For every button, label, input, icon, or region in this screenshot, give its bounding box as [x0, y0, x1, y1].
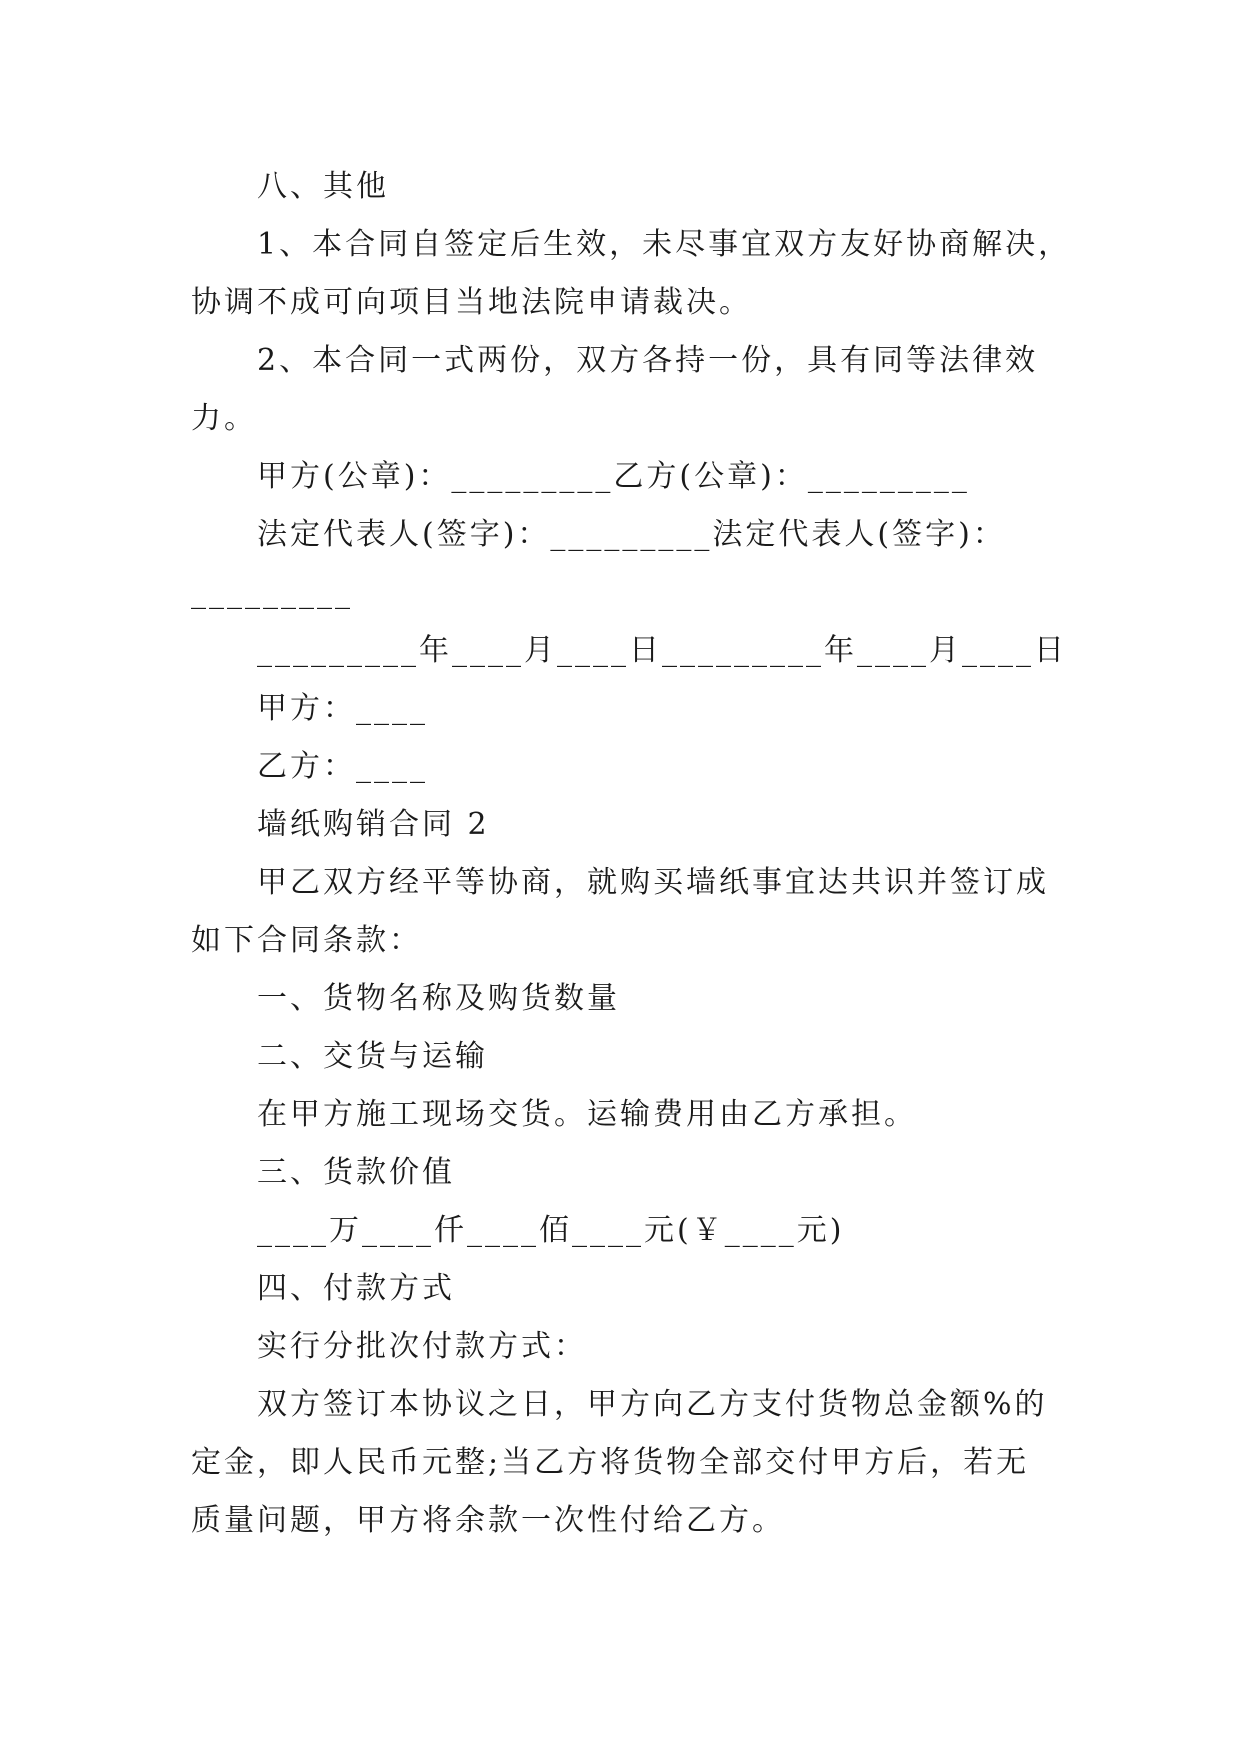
party-b-line: 乙方：____ — [257, 749, 428, 784]
section-heading-delivery: 二、交货与运输 — [257, 1039, 488, 1074]
clause-2-line-1: 2、本合同一式两份，双方各持一份，具有同等法律效 — [257, 343, 1039, 378]
signing-date-line: _________年____月____日_________年____月____日 — [257, 633, 1067, 668]
clause-2-line-2: 力。 — [191, 401, 257, 436]
document-body — [191, 158, 1071, 1550]
delivery-text: 在甲方施工现场交货。运输费用由乙方承担。 — [257, 1097, 917, 1132]
payment-detail-line-1: 双方签订本协议之日，甲方向乙方支付货物总金额%的 — [257, 1387, 1048, 1422]
clause-1-line-1: 1、本合同自签定后生效，未尽事宜双方友好协商解决， — [257, 227, 1072, 262]
party-seal-line: 甲方(公章)：_________乙方(公章)：_________ — [257, 459, 970, 494]
section-heading-payment: 四、付款方式 — [257, 1271, 455, 1306]
preamble-line-1: 甲乙双方经平等协商，就购买墙纸事宜达共识并签订成 — [257, 865, 1049, 900]
section-heading-price: 三、货款价值 — [257, 1155, 455, 1190]
section-heading-goods: 一、货物名称及购货数量 — [257, 981, 620, 1016]
contract-title-2: 墙纸购销合同 2 — [257, 807, 490, 842]
preamble-line-2: 如下合同条款： — [191, 923, 422, 958]
legal-representative-blank: _________ — [191, 575, 353, 610]
section-heading-other: 八、其他 — [257, 169, 389, 204]
payment-detail-line-3: 质量问题，甲方将余款一次性付给乙方。 — [191, 1503, 785, 1538]
price-amount-line: ____万____仟____佰____元(￥____元) — [257, 1213, 845, 1248]
party-a-line: 甲方：____ — [257, 691, 428, 726]
payment-method-line: 实行分批次付款方式： — [257, 1329, 587, 1364]
payment-detail-line-2: 定金，即人民币元整;当乙方将货物全部交付甲方后，若无 — [191, 1445, 1030, 1480]
legal-representative-line: 法定代表人(签字)：_________法定代表人(签字)： — [257, 517, 1006, 552]
clause-1-line-2: 协调不成可向项目当地法院申请裁决。 — [191, 285, 752, 320]
